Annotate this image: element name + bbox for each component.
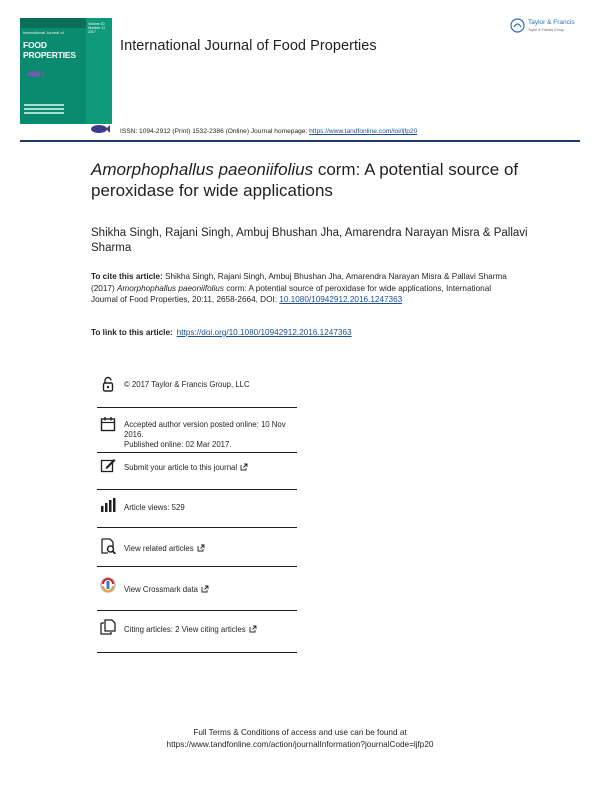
taylor-francis-logo-icon xyxy=(510,18,525,33)
issn-line xyxy=(120,128,417,135)
dates-text xyxy=(124,420,296,450)
related-articles-row[interactable] xyxy=(97,530,297,567)
publication-dates-row xyxy=(97,410,297,453)
cover-title: FOOD PROPERTIES xyxy=(23,40,76,60)
cover-fish-logo-icon xyxy=(90,122,110,136)
footer-journal-info-link[interactable]: https://www.tandfonline.com/action/journalInformation?journalCode=ljfp20 xyxy=(166,740,434,749)
external-link-icon xyxy=(249,625,257,633)
citing-articles-link[interactable] xyxy=(124,625,296,635)
external-link-icon xyxy=(201,585,209,593)
article-link-line xyxy=(91,328,352,337)
journal-title[interactable]: International Journal of Food Properties xyxy=(120,38,377,54)
cover-text-lines xyxy=(24,104,64,116)
journal-homepage-link[interactable]: https://www.tandfonline.com/loi/ljfp20 xyxy=(309,128,418,135)
article-title-species: Amorphophallus paeoniifolius xyxy=(91,160,314,179)
cover-top-text: International Journal of xyxy=(23,30,64,35)
publisher-logo-name: Taylor & Francis xyxy=(528,19,575,26)
journal-cover-thumbnail[interactable] xyxy=(20,18,112,138)
article-views-text: Article views: 529 xyxy=(124,503,185,512)
accepted-date-text: Accepted author version posted online: 10 Nov 2016. xyxy=(124,420,286,439)
citing-documents-icon xyxy=(100,619,116,635)
citation-doi-link[interactable]: 10.1080/10942912.2016.1247363 xyxy=(279,295,403,304)
article-title xyxy=(91,159,551,201)
copyright-text: © 2017 Taylor & Francis Group, LLC xyxy=(124,380,250,389)
footer-terms-text: Full Terms & Conditions of access and use can be found at xyxy=(193,728,407,737)
submit-article-link[interactable] xyxy=(124,463,296,473)
article-title-rest: corm: A potential source of peroxidase for wide applications xyxy=(91,160,519,200)
cover-fish-icon xyxy=(26,70,44,78)
pencil-edit-icon xyxy=(100,457,116,473)
published-date-text: Published online: 02 Mar 2017. xyxy=(124,440,232,449)
submit-article-row[interactable] xyxy=(97,455,297,490)
calendar-icon xyxy=(100,416,116,432)
citing-articles-text: Citing articles: 2 View citing articles xyxy=(124,625,246,634)
publisher-logo[interactable] xyxy=(510,17,582,39)
crossmark-text: View Crossmark data xyxy=(124,585,198,594)
crossmark-icon xyxy=(100,577,116,593)
crossmark-row[interactable] xyxy=(97,569,297,611)
cover-side-text: Volume 20 Number 11 2017 xyxy=(88,22,106,35)
open-lock-icon xyxy=(100,376,116,392)
article-authors: Shikha Singh, Rajani Singh, Ambuj Bhushan Jha, Amarendra Narayan Misra & Pallavi Sharma xyxy=(91,227,528,254)
document-search-icon xyxy=(100,538,116,554)
citation-block xyxy=(91,271,511,306)
external-link-icon xyxy=(240,463,248,471)
cover-side-column xyxy=(86,18,112,138)
external-link-icon xyxy=(197,544,205,552)
submit-article-text: Submit your article to this journal xyxy=(124,463,238,472)
crossmark-link[interactable] xyxy=(124,585,296,595)
citation-label: To cite this article: xyxy=(91,272,163,281)
related-articles-link[interactable] xyxy=(124,544,296,554)
citation-species: Amorphophallus paeoniifolius xyxy=(116,283,224,293)
article-doi-url-link[interactable]: https://doi.org/10.1080/10942912.2016.1247363 xyxy=(176,328,352,337)
issn-text: ISSN: 1094-2912 (Print) 1532-2386 (Online) Journal homepage: xyxy=(120,128,310,135)
citation-text-before: Shikha Singh, Rajani Singh, Ambuj Bhushan Jha, Amarendra Narayan Misra & Pallavi Sharma (2017) xyxy=(91,272,507,293)
header-divider xyxy=(20,140,580,142)
citation-text-after: corm: A potential source of peroxidase for wide applications, International Journal of Food Properties, 20:11, 2658-2664, DOI: xyxy=(91,283,492,304)
article-link-label: To link to this article: xyxy=(91,328,173,337)
bar-chart-icon xyxy=(100,497,116,513)
publisher-logo-sub: Taylor & Francis Group xyxy=(528,28,564,32)
citing-articles-row[interactable] xyxy=(97,613,297,653)
related-articles-text: View related articles xyxy=(124,544,194,553)
copyright-row xyxy=(97,372,297,408)
article-views-row xyxy=(97,492,297,528)
